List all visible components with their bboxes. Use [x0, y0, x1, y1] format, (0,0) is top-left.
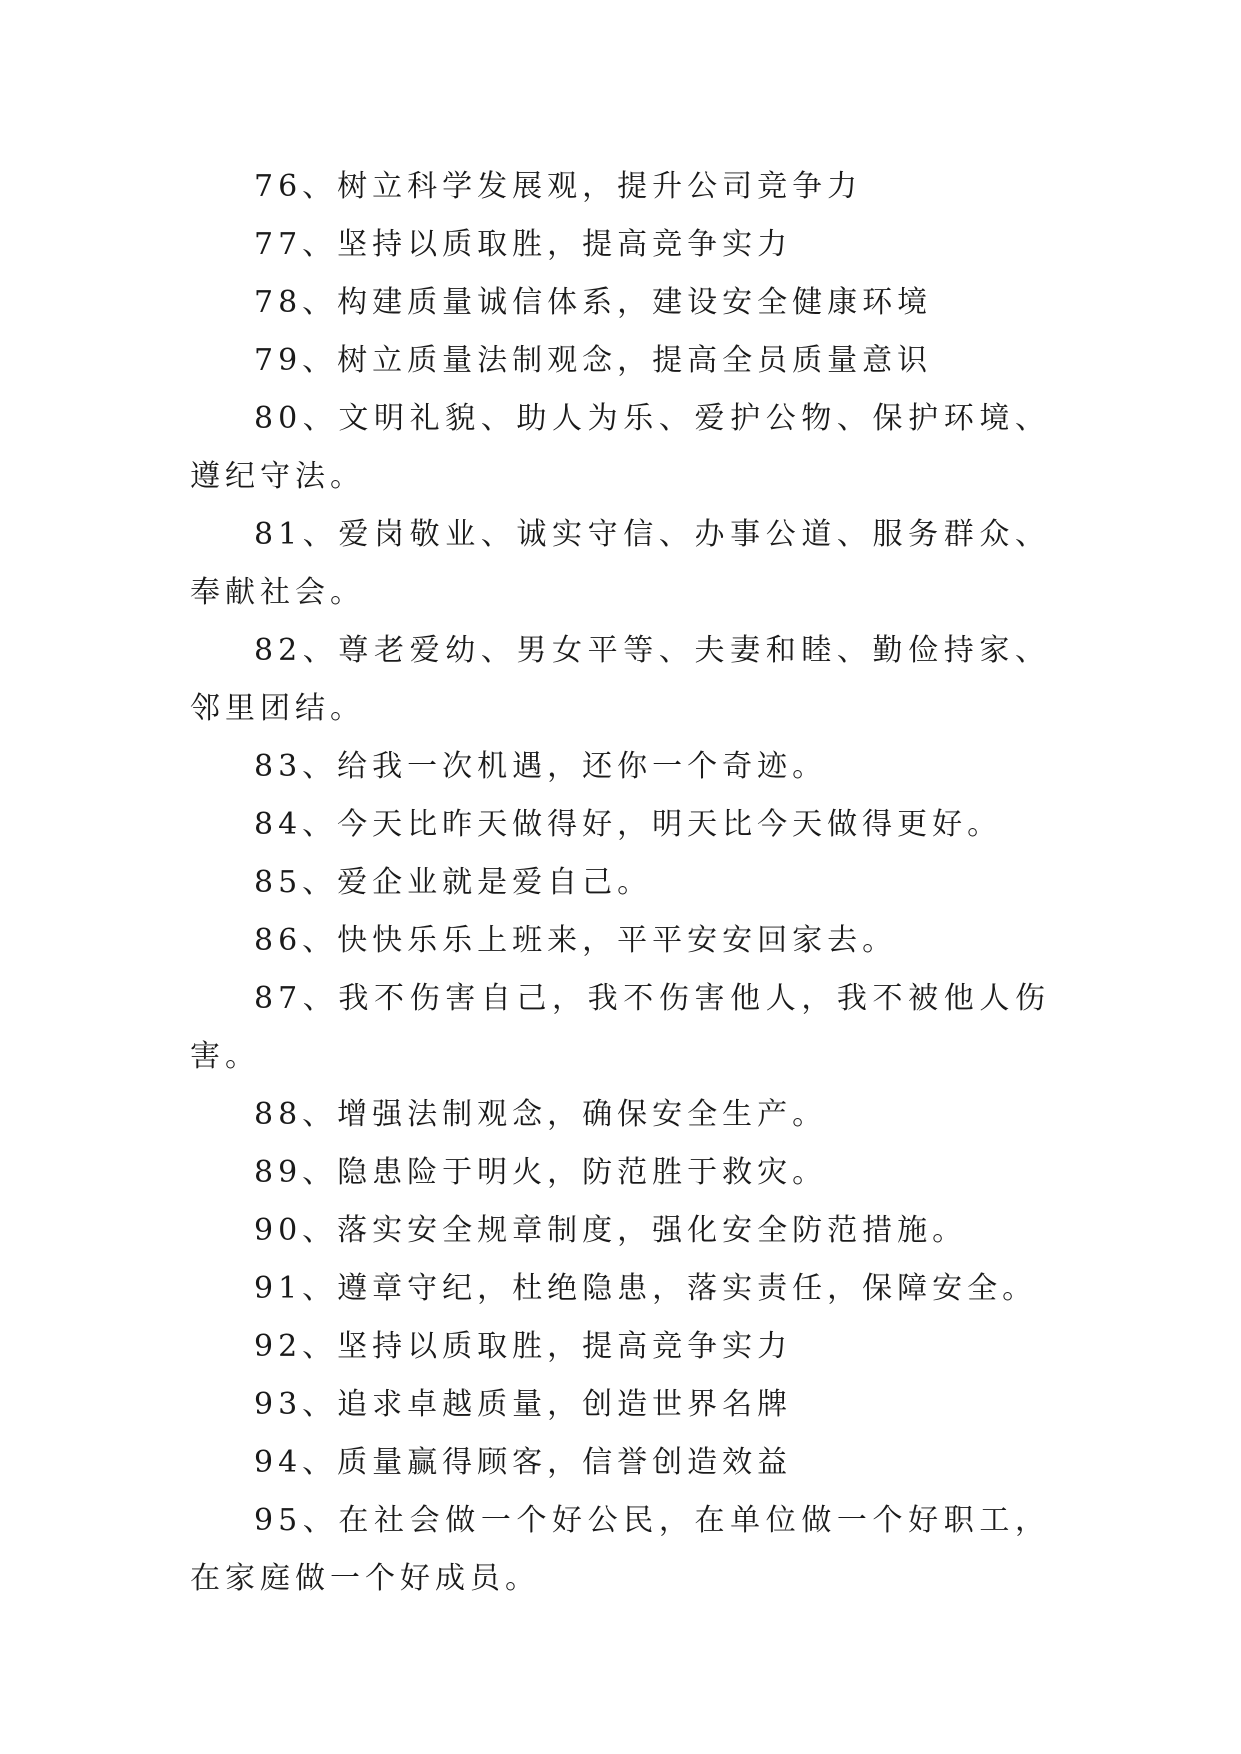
list-item: 95、在社会做一个好公民，在单位做一个好职工，在家庭做一个好成员。	[190, 1503, 1050, 1596]
list-item: 77、坚持以质取胜，提高竞争实力	[254, 227, 793, 262]
list-item: 76、树立科学发展观，提升公司竞争力	[254, 169, 863, 204]
list-item: 87、我不伤害自己，我不伤害他人，我不被他人伤害。	[190, 981, 1050, 1074]
list-item: 90、落实安全规章制度，强化安全防范措施。	[254, 1213, 968, 1248]
document-body	[190, 158, 1050, 1608]
list-item: 93、追求卓越质量，创造世界名牌	[254, 1387, 793, 1422]
list-item: 81、爱岗敬业、诚实守信、办事公道、服务群众、奉献社会。	[190, 517, 1050, 610]
list-item: 86、快快乐乐上班来，平平安安回家去。	[254, 923, 898, 958]
list-item: 92、坚持以质取胜，提高竞争实力	[254, 1329, 793, 1364]
list-item: 85、爱企业就是爱自己。	[254, 865, 653, 900]
list-item: 89、隐患险于明火，防范胜于救灾。	[254, 1155, 828, 1190]
list-item: 84、今天比昨天做得好，明天比今天做得更好。	[254, 807, 1003, 842]
list-item: 88、增强法制观念，确保安全生产。	[254, 1097, 828, 1132]
list-item: 80、文明礼貌、助人为乐、爱护公物、保护环境、遵纪守法。	[190, 401, 1050, 494]
list-item: 94、质量赢得顾客，信誉创造效益	[254, 1445, 793, 1480]
list-item: 91、遵章守纪，杜绝隐患，落实责任，保障安全。	[254, 1271, 1038, 1306]
list-item: 82、尊老爱幼、男女平等、夫妻和睦、勤俭持家、邻里团结。	[190, 633, 1050, 726]
list-item: 78、构建质量诚信体系，建设安全健康环境	[254, 285, 933, 320]
list-item: 79、树立质量法制观念，提高全员质量意识	[254, 343, 933, 378]
list-item: 83、给我一次机遇，还你一个奇迹。	[254, 749, 828, 784]
